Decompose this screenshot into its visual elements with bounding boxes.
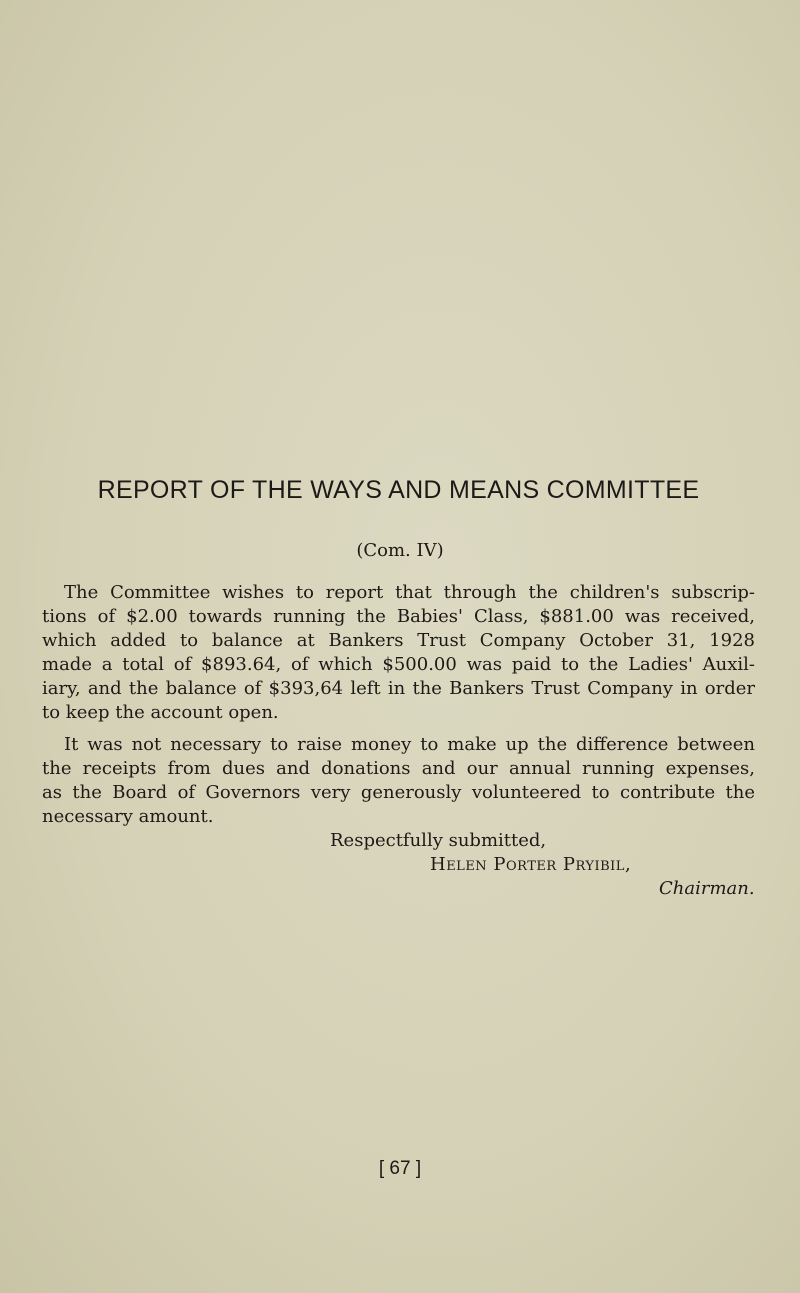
text-line: It was not necessary to raise money to make up the difference between	[64, 734, 755, 755]
signer-title: Chairman.	[659, 878, 755, 899]
text-line: made a total of $893.64, of which $500.00 was paid to the Ladies' Auxil-	[42, 654, 755, 675]
closing: Respectfully submitted,	[330, 830, 547, 851]
page-number: [ 67 ]	[378, 1158, 422, 1179]
text-line: The Committee wishes to report that through the children's subscrip-	[64, 582, 755, 603]
signer-name: Helen Porter Pryibil,	[430, 854, 632, 875]
text-line: as the Board of Governors very generously volunteered to contribute the	[42, 782, 755, 803]
report-title: REPORT OF THE WAYS AND MEANS COMMITTEE	[97, 476, 700, 504]
text-line: necessary amount.	[42, 806, 214, 827]
text-line: to keep the account open.	[42, 702, 279, 723]
committee-subtitle: (Com. IV)	[356, 540, 444, 561]
text-line: iary, and the balance of $393,64 left in the Bankers Trust Company in order	[42, 678, 755, 699]
text-line: tions of $2.00 towards running the Babies' Class, $881.00 was received,	[42, 606, 755, 627]
text-line: which added to balance at Bankers Trust Company October 31, 1928	[42, 630, 755, 651]
text-line: the receipts from dues and donations and our annual running expenses,	[42, 758, 755, 779]
